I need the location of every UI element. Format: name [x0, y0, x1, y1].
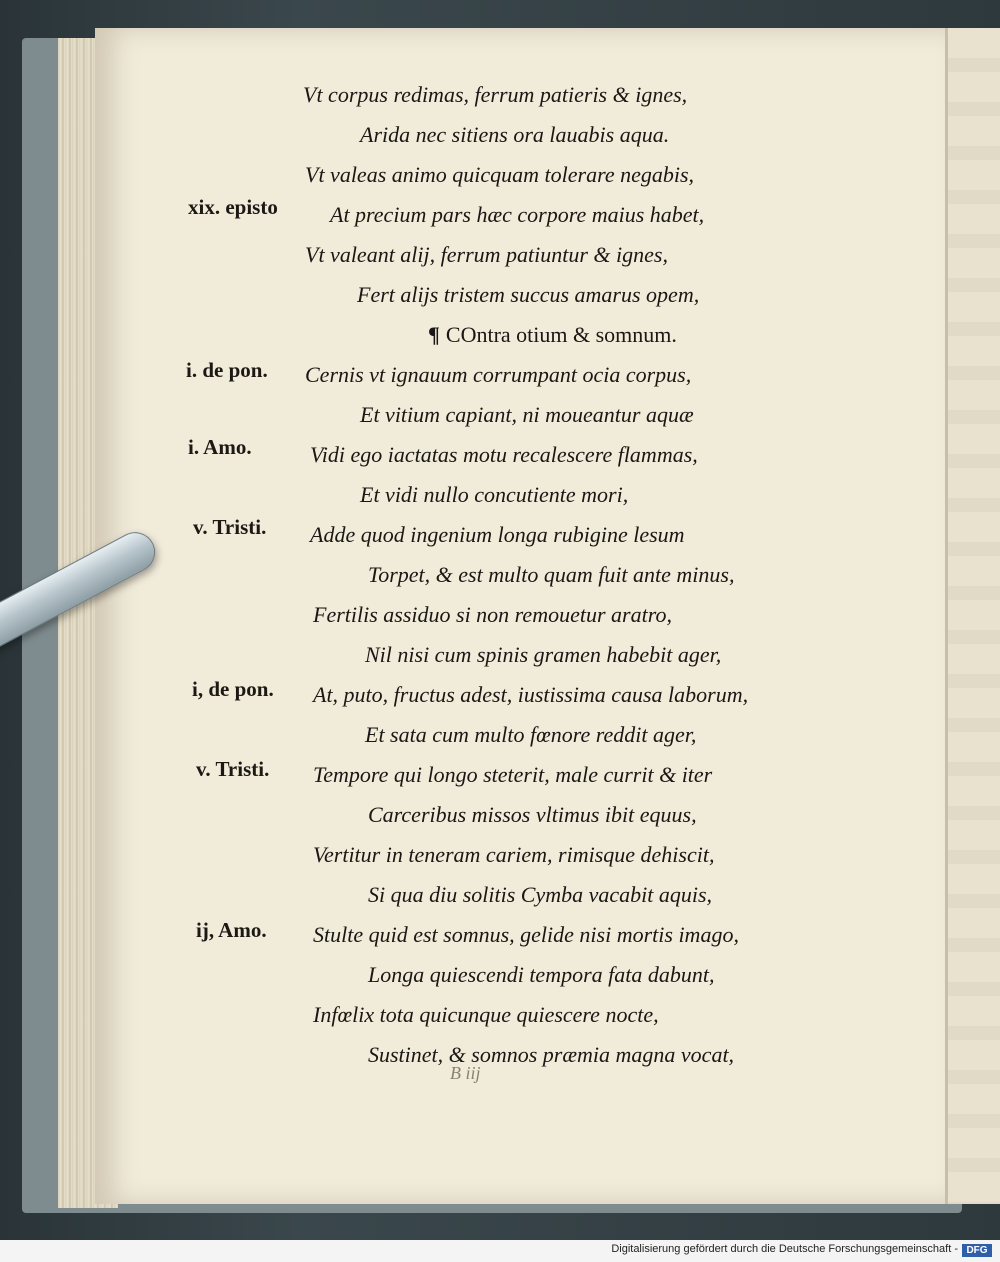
- verse-line: At, puto, fructus adest, iustissima causa laborum,: [313, 682, 749, 707]
- verse-line: Carceribus missos vltimus ibit equus,: [368, 802, 697, 827]
- section-heading: [428, 320, 677, 350]
- margin-note: i, de pon.: [192, 677, 274, 701]
- section-heading-text: COntra otium & somnum.: [445, 322, 677, 347]
- verse-line: Et sata cum multo fœnore reddit ager,: [365, 722, 697, 747]
- digitization-credit: Digitalisierung gefördert durch die Deutsche Forschungsgemeinschaft -: [611, 1243, 958, 1255]
- signature-mark: B iij: [450, 1063, 481, 1083]
- margin-note: xix. episto: [188, 195, 278, 219]
- verse-line: Vt valeant alij, ferrum patiuntur & ignes,: [305, 242, 668, 267]
- pilcrow-mark: ¶: [428, 322, 440, 347]
- verse-line: Nil nisi cum spinis gramen habebit ager,: [365, 642, 722, 667]
- verse-line: Vidi ego iactatas motu recalescere flammas,: [310, 442, 698, 467]
- verse-line: Sustinet, & somnos præmia magna vocat,: [368, 1042, 735, 1067]
- verse-line: Arida nec sitiens ora lauabis aqua.: [360, 122, 670, 147]
- margin-note: v. Tristi.: [193, 515, 267, 539]
- verse-line: Torpet, & est multo quam fuit ante minus,: [368, 562, 735, 587]
- verse-line: Et vitium capiant, ni moueantur aquæ: [360, 402, 694, 427]
- verse-line: Infœlix tota quicunque quiescere nocte,: [313, 1002, 659, 1027]
- verse-line: Fertilis assiduo si non remouetur aratro,: [313, 602, 672, 627]
- verse-line: Si qua diu solitis Cymba vacabit aquis,: [368, 882, 713, 907]
- verse-line: Adde quod ingenium longa rubigine lesum: [310, 522, 685, 547]
- verse-line: Et vidi nullo concutiente mori,: [360, 482, 629, 507]
- dfg-logo: DFG: [962, 1244, 992, 1257]
- margin-note: i. Amo.: [188, 435, 252, 459]
- verse-line: Fert alijs tristem succus amarus opem,: [357, 282, 700, 307]
- verse-line: Vt valeas animo quicquam tolerare negabis,: [305, 162, 695, 187]
- verse-line: Vertitur in teneram cariem, rimisque dehiscit,: [313, 842, 715, 867]
- margin-note: ij, Amo.: [196, 918, 267, 942]
- verse-line: Stulte quid est somnus, gelide nisi mortis imago,: [313, 922, 739, 947]
- verse-line: At precium pars hæc corpore maius habet,: [330, 202, 705, 227]
- verse-line: Tempore qui longo steterit, male currit & iter: [313, 762, 713, 787]
- verse-line: Cernis vt ignauum corrumpant ocia corpus,: [305, 362, 692, 387]
- verse-line: Longa quiescendi tempora fata dabunt,: [368, 962, 715, 987]
- verse-line: Vt corpus redimas, ferrum patieris & ignes,: [303, 82, 688, 107]
- margin-note: i. de pon.: [186, 358, 268, 382]
- footer-bar: [0, 1240, 1000, 1262]
- margin-note: v. Tristi.: [196, 757, 270, 781]
